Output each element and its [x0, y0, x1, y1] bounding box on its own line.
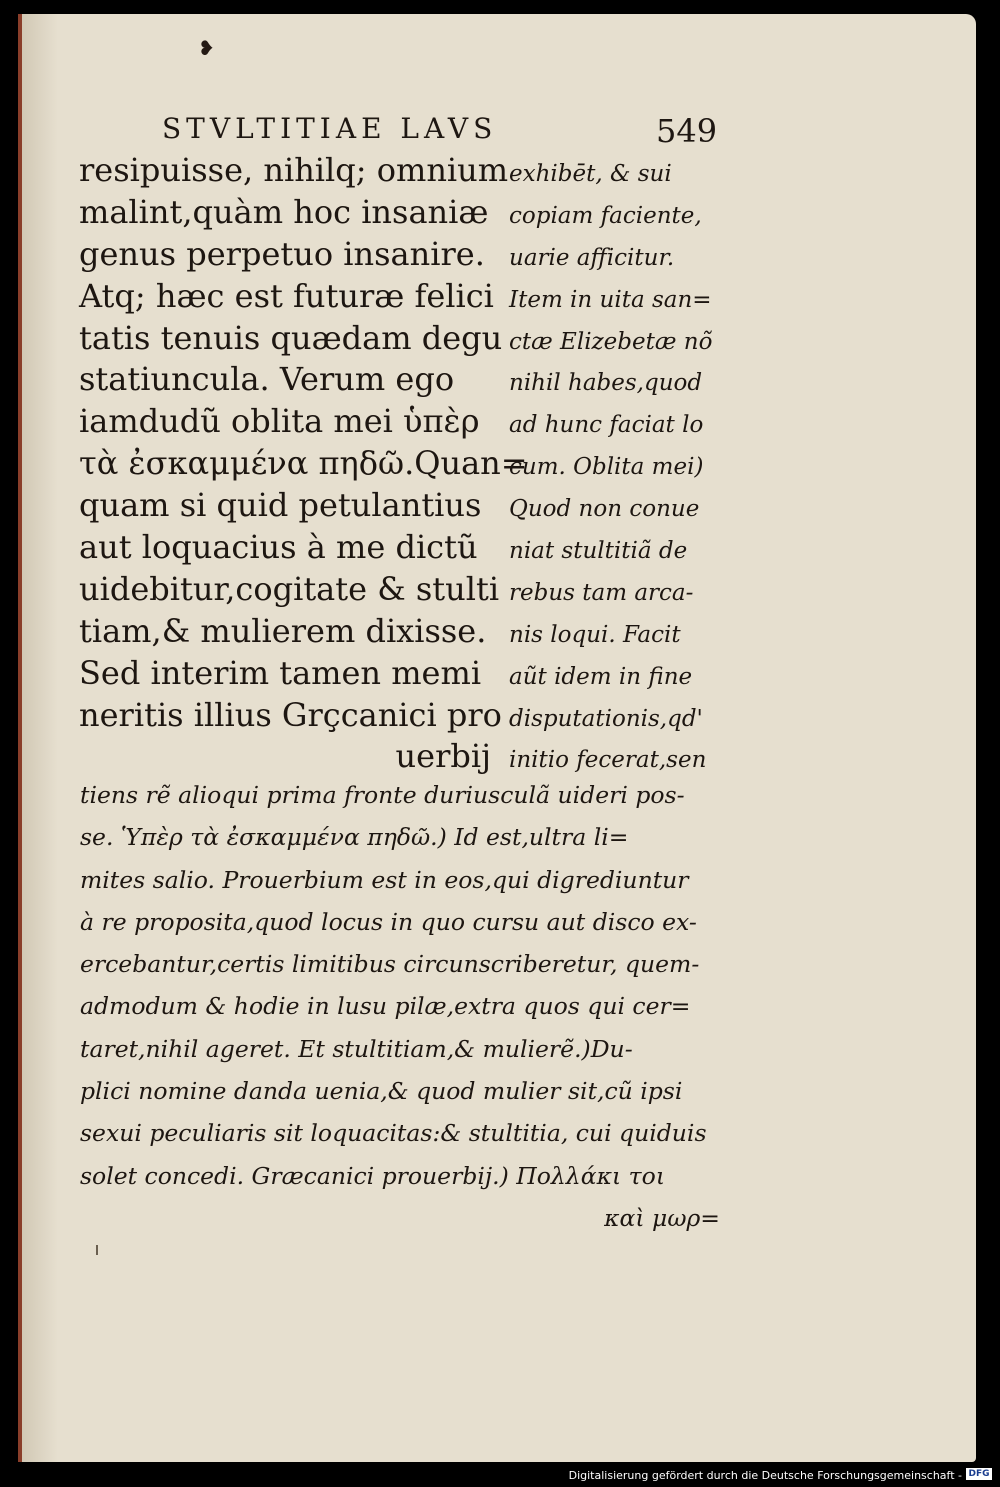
note-line: solet concedi. Græcanici prouerbij.) Πολλάκι τοι — [80, 1161, 666, 1190]
side-note-line: nis loqui. Facit — [509, 621, 681, 648]
note-line: sexui peculiaris sit loquacitas:& stultitia, cui quiduis — [80, 1119, 707, 1148]
side-note-line: initio fecerat,sen — [509, 747, 707, 774]
note-line: καὶ μωρ= — [604, 1203, 720, 1232]
main-line: neritis illius Grçcanici pro — [79, 695, 502, 734]
main-line: malint,quàm hoc insaniæ — [79, 192, 489, 231]
main-line: resipuisse, nihilq; omnium — [79, 151, 509, 189]
annotation-block — [80, 774, 720, 1239]
main-line: genus perpetuo insanire. — [79, 234, 485, 273]
note-line: mites salio. Prouerbium est in eos,qui digrediuntur — [80, 865, 689, 894]
dfg-logo: DFG — [966, 1468, 992, 1480]
main-line: statiuncula. Verum ego — [79, 360, 455, 399]
running-head: STVLTITIAE LAVS — [162, 112, 498, 145]
gutter-shadow — [18, 14, 58, 1462]
margin-tick-mark — [96, 1245, 98, 1255]
note-line: plici nomine danda uenia,& quod mulier sit,cũ ipsi — [80, 1077, 683, 1106]
note-line: tiens rẽ alioqui prima fronte duriusculã uideri pos- — [80, 781, 685, 809]
side-note-line: cum. Oblita mei) — [509, 454, 704, 481]
side-note-line: Quod non conue — [509, 496, 700, 523]
printer-mark: ❥ — [198, 36, 215, 60]
marginal-notes-column — [509, 154, 719, 782]
page-number: 549 — [656, 112, 718, 150]
main-line: Atq; hæc est futuræ felici — [79, 276, 494, 315]
main-line: uidebitur,cogitate & stulti — [79, 569, 500, 608]
note-line: se. Ὑπὲρ τὰ ἐσκαμμένα πηδῶ.) Id est,ultra li= — [80, 823, 629, 852]
main-line: tiam,& mulierem dixisse. — [79, 611, 487, 650]
side-note-line: ad hunc faciat lo — [509, 412, 704, 439]
funding-credit: Digitalisierung gefördert durch die Deutsche Forschungsgemeinschaft - — [568, 1469, 962, 1482]
side-note-line: aũt idem in fine — [509, 663, 693, 690]
main-text-column — [79, 150, 528, 778]
main-line: quam si quid petulantius — [79, 486, 482, 525]
side-note-line: exhibēt, & sui — [509, 161, 672, 187]
note-line: admodum & hodie in lusu pilæ,extra quos qui cer= — [80, 992, 691, 1021]
side-note-line: ctæ Elizebetæ nõ — [509, 328, 713, 355]
note-line: à re proposita,quod locus in quo cursu aut disco ex- — [80, 907, 697, 936]
main-line: aut loquacius à me dictũ — [79, 528, 478, 567]
side-note-line: niat stultitiã de — [509, 538, 688, 565]
main-line: uerbij — [395, 737, 491, 776]
side-note-line: nihil habes,quod — [509, 370, 703, 397]
side-note-line: Item in uita san= — [509, 286, 712, 313]
side-note-line: copiam faciente, — [509, 202, 702, 229]
note-line: ercebantur,certis limitibus circunscriberetur, quem- — [80, 950, 700, 979]
main-line: iamdudũ oblita mei ὑπὲρ — [79, 402, 480, 441]
side-note-line: disputationis,qd' — [509, 705, 703, 732]
side-note-line: uarie afficitur. — [509, 244, 675, 271]
main-line: Sed interim tamen memi — [79, 653, 482, 692]
page-edge — [18, 14, 22, 1462]
main-line: tatis tenuis quædam degu — [79, 318, 503, 357]
main-line: τὰ ἐσκαμμένα πηδῶ.Quan= — [79, 444, 528, 483]
side-note-line: rebus tam arca- — [509, 579, 694, 606]
note-line: taret,nihil ageret. Et stultitiam,& mulierẽ.)Du- — [80, 1034, 633, 1063]
